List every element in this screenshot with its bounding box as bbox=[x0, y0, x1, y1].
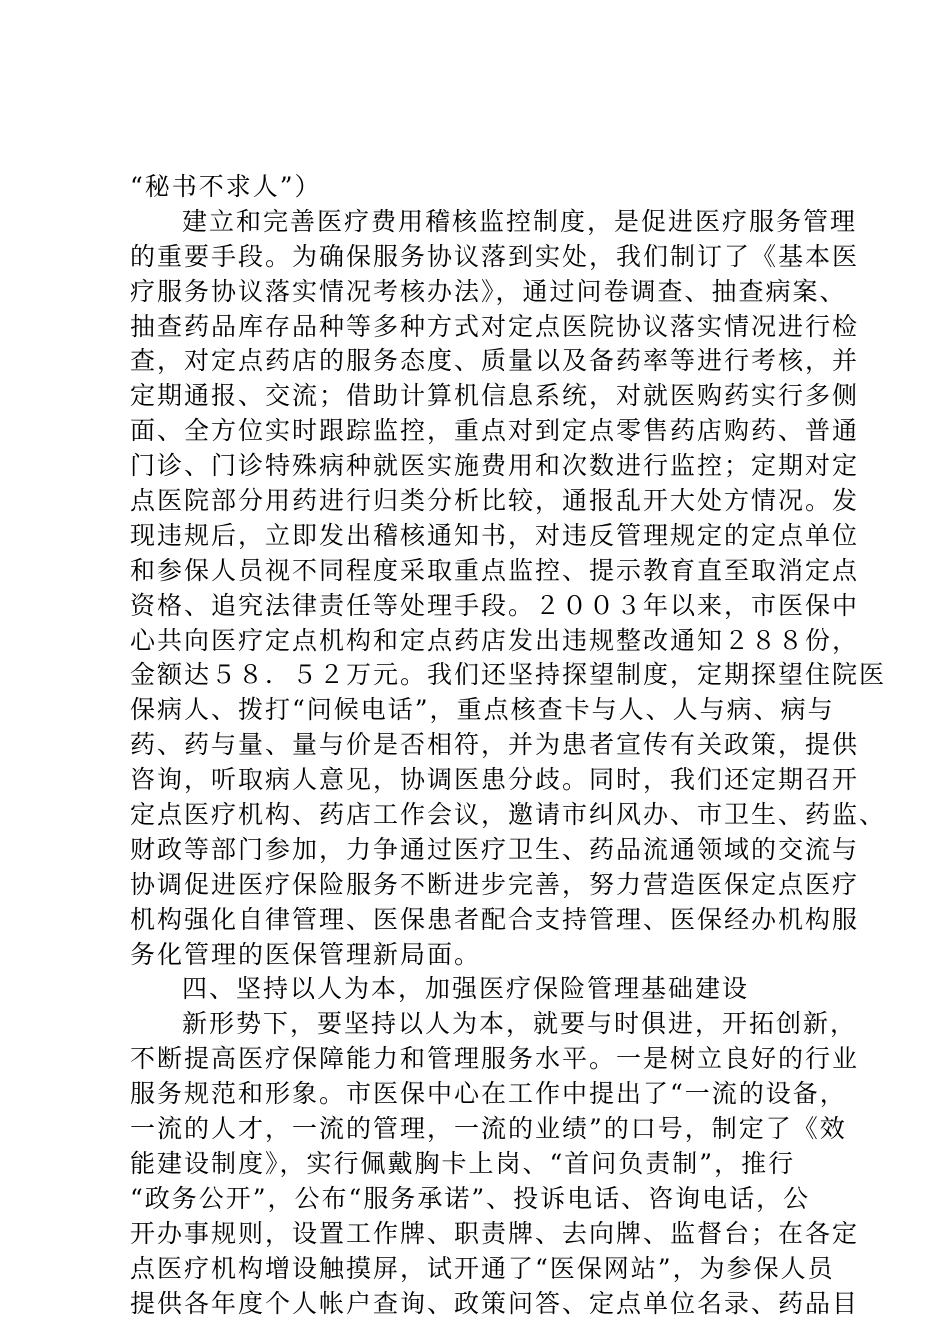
text-line: 药、药与量、量与价是否相符，并为患者宣传有关政策，提供 bbox=[130, 730, 860, 760]
paragraph-start-line: 建立和完善医疗费用稽核监控制度，是促进医疗服务管理 bbox=[182, 206, 858, 236]
text-line: 资格、追究法律责任等处理手段。２００３年以来，市医保中 bbox=[130, 590, 860, 620]
text-line: 定点医疗机构、药店工作会议，邀请市纠风办、市卫生、药监、 bbox=[130, 800, 887, 830]
text-line: 点医疗机构增设触摸屏，试开通了“医保网站”，为参保人员 bbox=[130, 1253, 835, 1283]
text-line: 保病人、拨打“问候电话”，重点核查卡与人、人与病、病与 bbox=[130, 695, 835, 725]
text-line: 开办事规则，设置工作牌、职责牌、去向牌、监督台；在各定 bbox=[130, 1218, 860, 1248]
text-line: 现违规后，立即发出稽核通知书，对违反管理规定的定点单位 bbox=[130, 520, 860, 550]
text-line: 协调促进医疗保险服务不断进步完善，努力营造医保定点医疗 bbox=[130, 869, 860, 899]
text-line: 门诊、门诊特殊病种就医实施费用和次数进行监控；定期对定 bbox=[130, 451, 860, 481]
text-line: 定期通报、交流；借助计算机信息系统，对就医购药实行多侧 bbox=[130, 381, 860, 411]
text-line: 机构强化自律管理、医保患者配合支持管理、医保经办机构服 bbox=[130, 904, 860, 934]
text-line: 咨询，听取病人意见，协调医患分歧。同时，我们还定期召开 bbox=[130, 765, 860, 795]
text-line: 的重要手段。为确保服务协议落到实处，我们制订了《基本医 bbox=[130, 241, 860, 271]
text-line: 面、全方位实时跟踪监控，重点对到定点零售药店购药、普通 bbox=[130, 416, 860, 446]
text-line: 疗服务协议落实情况考核办法》，通过问卷调查、抽查病案、 bbox=[130, 276, 847, 306]
text-line: 服务规范和形象。市医保中心在工作中提出了“一流的设备， bbox=[130, 1079, 847, 1109]
text-line: “政务公开”，公布“服务承诺”、投诉电话、咨询电话，公 bbox=[130, 1183, 811, 1213]
text-line: 务化管理的医保管理新局面。 bbox=[130, 939, 482, 969]
text-line: 能建设制度》，实行佩戴胸卡上岗、“首问负责制”，推行 bbox=[130, 1148, 796, 1178]
text-line: 不断提高医疗保障能力和管理服务水平。一是树立良好的行业 bbox=[130, 1044, 860, 1074]
paragraph-start-line: 新形势下，要坚持以人为本，就要与时俱进，开拓创新， bbox=[182, 1009, 858, 1039]
section-heading: 四、坚持以人为本，加强医疗保险管理基础建设 bbox=[182, 974, 750, 1004]
text-line: 查，对定点药店的服务态度、质量以及备药率等进行考核，并 bbox=[130, 346, 860, 376]
text-line: 一流的人才，一流的管理，一流的业绩”的口号，制定了《效 bbox=[130, 1114, 847, 1144]
text-line: 金额达５８．５２万元。我们还坚持探望制度，定期探望住院医 bbox=[130, 660, 887, 690]
text-line: “秘书不求人”） bbox=[130, 172, 322, 201]
text-line: 和参保人员视不同程度采取重点监控、提示教育直至取消定点 bbox=[130, 555, 860, 585]
body-text bbox=[130, 170, 887, 1321]
text-line: 财政等部门参加，力争通过医疗卫生、药品流通领域的交流与 bbox=[130, 834, 860, 864]
text-line: 抽查药品库存品种等多种方式对定点医院协议落实情况进行检 bbox=[130, 311, 860, 341]
text-line: 心共向医疗定点机构和定点药店发出违规整改通知２８８份， bbox=[130, 625, 860, 655]
text-line: 提供各年度个人帐户查询、政策问答、定点单位名录、药品目 bbox=[130, 1288, 860, 1318]
text-line: 点医院部分用药进行归类分析比较，通报乱开大处方情况。发 bbox=[130, 486, 860, 516]
